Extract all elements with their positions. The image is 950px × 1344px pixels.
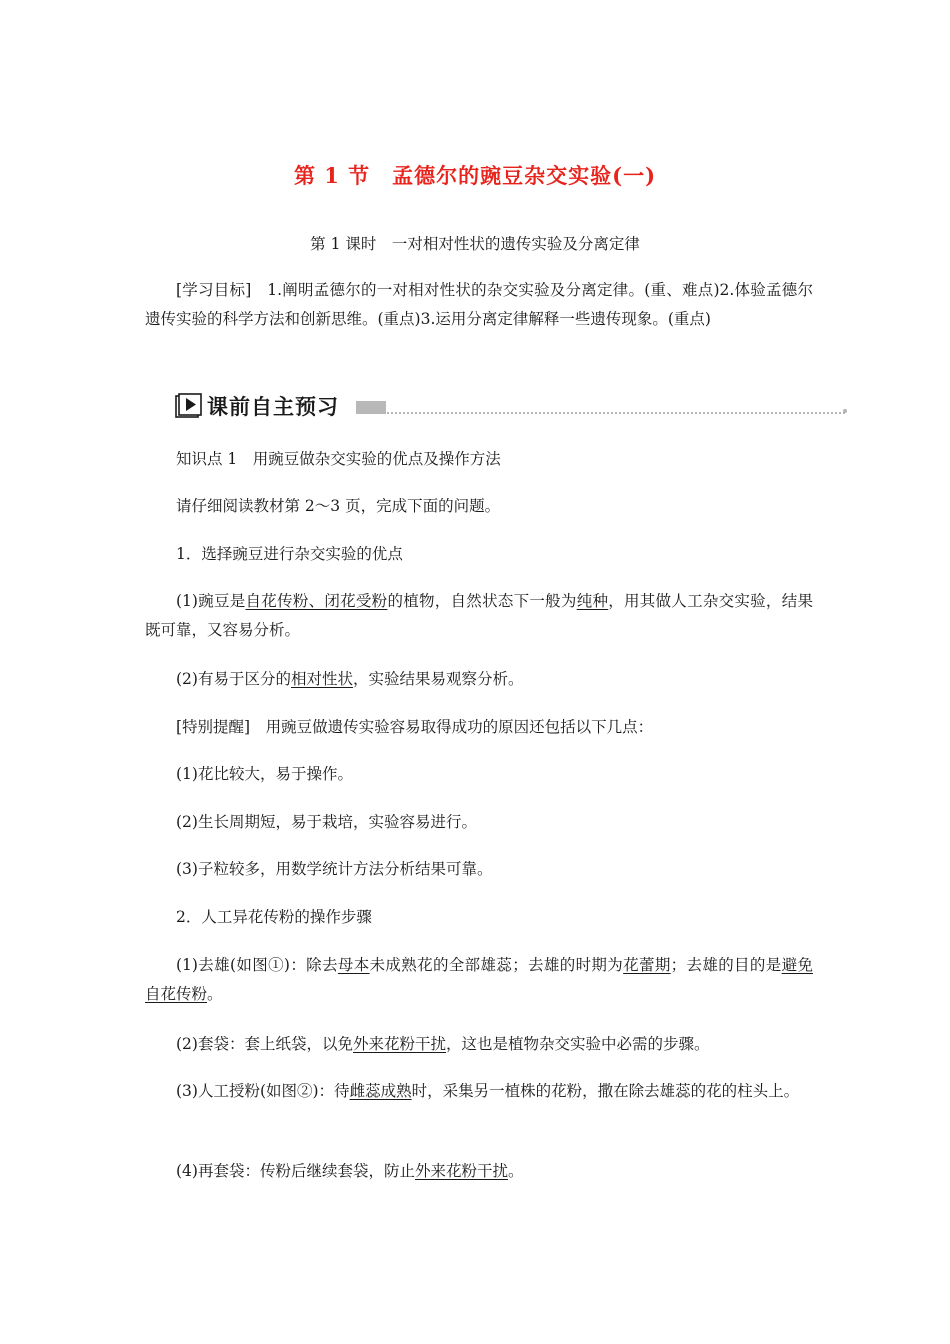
- text-span: 。: [207, 985, 223, 1003]
- answer-blank: 母本: [337, 956, 370, 974]
- knowledge-point-heading: 知识点 1 用豌豆做杂交实验的优点及操作方法: [176, 450, 501, 468]
- answer-blank: 避免自花传粉: [145, 956, 813, 1003]
- lesson-subtitle: 第 1 课时 一对相对性状的遗传实验及分离定律: [310, 235, 640, 253]
- text-span: (1)豌豆是: [176, 592, 246, 610]
- section-banner-label: 课前自主预习: [207, 395, 339, 419]
- answer-blank: 相对性状: [290, 670, 353, 688]
- tip-item-1: (1)花比较大，易于操作。: [176, 765, 353, 783]
- text-span: ，实验结果易观察分析。: [352, 670, 524, 688]
- question-1-item-1: [145, 587, 813, 645]
- question-2-item-1: [145, 951, 813, 1009]
- question-2-item-2: [145, 1030, 813, 1059]
- text-span: 未成熟花的全部雄蕊；去雄的时期为: [369, 956, 624, 974]
- text-span: 。: [507, 1162, 524, 1180]
- question-2-item-4: [145, 1157, 813, 1186]
- answer-blank: 外来花粉干扰: [414, 1162, 508, 1180]
- text-span: 的植物，自然状态下一般为: [387, 592, 577, 610]
- tip-text: 用豌豆做遗传实验容易取得成功的原因还包括以下几点：: [250, 718, 654, 736]
- text-span: (4)再套袋：传粉后继续套袋，防止: [176, 1162, 415, 1180]
- question-2-item-3: [145, 1077, 813, 1106]
- text-span: (3)人工授粉(如图②)：待: [176, 1082, 350, 1100]
- text-span: ，用其做人工杂交实验，结果既可靠，又容易分析。: [145, 592, 813, 639]
- tip-label: [特别提醒]: [176, 718, 251, 736]
- learning-objectives: [145, 276, 813, 334]
- play-arrow-icon: [175, 393, 203, 419]
- answer-blank: 自花传粉、闭花受粉: [245, 592, 388, 610]
- answer-blank: 外来花粉干扰: [352, 1035, 446, 1053]
- tip-item-3: (3)子粒较多，用数学统计方法分析结果可靠。: [176, 860, 493, 878]
- question-2-title: 2．人工异花传粉的操作步骤: [176, 908, 372, 926]
- page-title: 第 1 节 孟德尔的豌豆杂交实验(一): [293, 163, 657, 188]
- banner-end-dot: [843, 409, 847, 413]
- text-span: (1)去雄(如图①)：除去: [176, 956, 338, 974]
- text-span: ，这也是植物杂交实验中必需的步骤。: [445, 1035, 710, 1053]
- answer-blank: 花蕾期: [623, 956, 671, 974]
- banner-decoration: [356, 401, 386, 414]
- answer-blank: 雌蕊成熟: [349, 1082, 412, 1100]
- question-1-item-2: [145, 665, 813, 694]
- text-span: (2)套袋：套上纸袋，以免: [176, 1035, 353, 1053]
- text-span: 时，采集另一植株的花粉，撒在除去雄蕊的花的柱头上。: [411, 1082, 800, 1100]
- special-tip: [145, 713, 813, 742]
- tip-item-2: (2)生长周期短，易于栽培，实验容易进行。: [176, 813, 477, 831]
- text-span: (2)有易于区分的: [176, 670, 291, 688]
- answer-blank: 纯种: [576, 592, 609, 610]
- banner-dotted-line: [387, 412, 845, 414]
- question-1-title: 1．选择豌豆进行杂交实验的优点: [176, 545, 403, 563]
- intro-text: 请仔细阅读教材第 2～3 页，完成下面的问题。: [176, 497, 501, 515]
- text-span: ；去雄的目的是: [670, 956, 782, 974]
- objectives-label: [学习目标]: [176, 281, 252, 299]
- section-banner: [175, 391, 847, 421]
- objectives-text: 1.阐明孟德尔的一对相对性状的杂交实验及分离定律。(重、难点)2.体验孟德尔遗传实验的科学方法和创新思维。(重点)3.运用分离定律解释一些遗传现象。(重点): [145, 281, 813, 328]
